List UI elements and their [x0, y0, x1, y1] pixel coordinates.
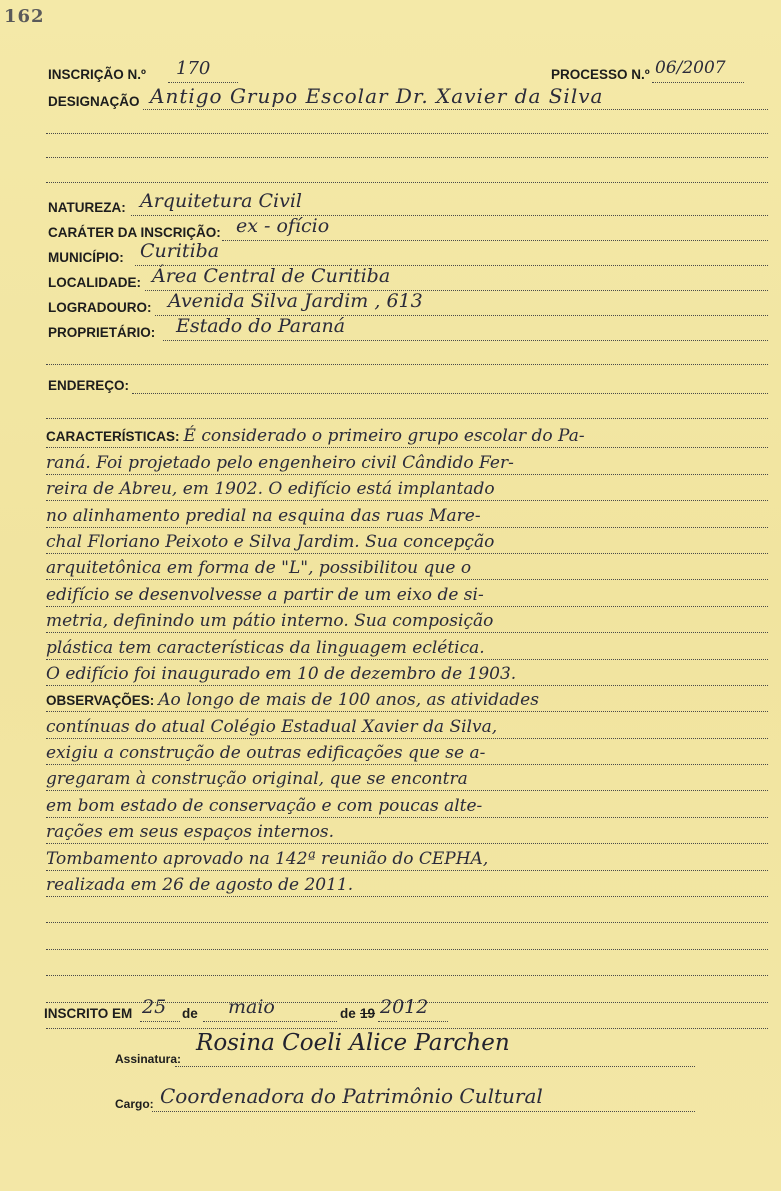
caracteristicas-line: plástica tem características da linguagem eclética. — [46, 637, 485, 658]
assinatura-dotted-line — [175, 1066, 695, 1067]
observacoes-line: realizada em 26 de agosto de 2011. — [46, 875, 354, 896]
page-number: 162 — [4, 6, 45, 27]
observacoes-line: contínuas do atual Colégio Estadual Xavier da Silva, — [46, 716, 498, 737]
inscrito-year: 2012 — [380, 996, 429, 1018]
inscricao-dotted-line — [168, 82, 238, 83]
localidade-value: Área Central de Curitiba — [152, 265, 391, 287]
logradouro-label: LOGRADOURO: — [48, 300, 152, 315]
text-line — [46, 791, 768, 817]
blank-dotted-line — [46, 182, 768, 183]
caracteristicas-label: CARACTERÍSTICAS: — [46, 429, 180, 445]
text-line — [46, 475, 768, 501]
text-line — [46, 528, 768, 554]
caracteristicas-line: no alinhamento predial na esquina das ruas Mare- — [46, 505, 481, 526]
cargo-label: Cargo: — [115, 1097, 154, 1111]
year-dotted-line — [378, 1021, 448, 1022]
natureza-dotted-line — [131, 215, 768, 216]
observacoes-line: Tombamento aprovado na 142ª reunião do CEPHA, — [46, 848, 489, 869]
inscrito-month: maio — [228, 996, 275, 1018]
caracteristicas-line: edifício se desenvolvesse a partir de um eixo de si- — [46, 584, 484, 605]
month-dotted-line — [203, 1021, 337, 1022]
proprietario-label: PROPRIETÁRIO: — [48, 325, 156, 340]
natureza-label: NATUREZA: — [48, 200, 126, 215]
blank-dotted-line — [46, 364, 768, 365]
text-line — [46, 422, 768, 448]
text-line — [46, 686, 768, 712]
blank-dotted-line — [46, 133, 768, 134]
de-label: de — [340, 1006, 356, 1021]
endereco-dotted-line — [132, 393, 768, 394]
inscricao-value: 170 — [176, 58, 211, 79]
blank-line — [46, 897, 768, 923]
text-line — [46, 739, 768, 765]
carater-value: ex - ofício — [236, 215, 330, 237]
text-line — [46, 580, 768, 606]
designacao-dotted-line — [143, 109, 768, 110]
blank-line — [46, 923, 768, 949]
caracteristicas-line: O edifício foi inaugurado em 10 de dezembro de 1903. — [46, 663, 517, 684]
signature: Rosina Coeli Alice Parchen — [196, 1030, 510, 1056]
designacao-value: Antigo Grupo Escolar Dr. Xavier da Silva — [150, 84, 604, 108]
caracteristicas-line: metria, definindo um pátio interno. Sua composição — [46, 611, 494, 632]
text-line — [46, 660, 768, 686]
observacoes-line: gregaram à construção original, que se encontra — [46, 769, 468, 790]
natureza-value: Arquitetura Civil — [140, 190, 302, 212]
year-prefix: 19 — [360, 1006, 376, 1021]
processo-label: PROCESSO N.º — [551, 67, 650, 82]
inscrito-label: INSCRITO EM — [44, 1006, 133, 1021]
endereco-label: ENDEREÇO: — [48, 378, 130, 393]
municipio-value: Curitiba — [140, 240, 220, 262]
observacoes-label: OBSERVAÇÕES: — [46, 693, 155, 709]
caracteristicas-line: arquitetônica em forma de "L", possibilitou que o — [46, 558, 472, 579]
text-line — [46, 554, 768, 580]
logradouro-value: Avenida Silva Jardim , 613 — [168, 290, 423, 312]
inscrito-day: 25 — [142, 996, 167, 1018]
observacoes-line: Ao longo de mais de 100 anos, as atividades — [158, 690, 539, 711]
observacoes-line: exigiu a construção de outras edificações que se a- — [46, 743, 486, 764]
de-label: de — [182, 1006, 198, 1021]
carater-dotted-line — [222, 240, 768, 241]
text-line — [46, 607, 768, 633]
designacao-label: DESIGNAÇÃO — [48, 94, 140, 109]
processo-dotted-line — [652, 82, 744, 83]
observacoes-line: em bom estado de conservação e com poucas alte- — [46, 795, 483, 816]
carater-label: CARÁTER DA INSCRIÇÃO: — [48, 225, 221, 240]
caracteristicas-line: É considerado o primeiro grupo escolar do Pa- — [183, 426, 585, 447]
blank-line — [46, 950, 768, 976]
blank-dotted-line — [46, 157, 768, 158]
caracteristicas-section — [46, 422, 768, 1029]
inscricao-label: INSCRIÇÃO N.º — [48, 67, 146, 82]
text-line — [46, 765, 768, 791]
municipio-label: MUNICÍPIO: — [48, 250, 124, 265]
proprietario-value: Estado do Paraná — [176, 315, 346, 337]
text-line — [46, 844, 768, 870]
blank-dotted-line — [46, 418, 768, 419]
cargo-dotted-line — [152, 1111, 695, 1112]
caracteristicas-line: raná. Foi projetado pelo engenheiro civil Cândido Fer- — [46, 452, 514, 473]
text-line — [46, 633, 768, 659]
day-dotted-line — [140, 1021, 180, 1022]
assinatura-label: Assinatura: — [115, 1052, 182, 1066]
text-line — [46, 501, 768, 527]
caracteristicas-line: reira de Abreu, em 1902. O edifício está implantado — [46, 479, 495, 500]
text-line — [46, 818, 768, 844]
observacoes-line: rações em seus espaços internos. — [46, 822, 335, 843]
text-line — [46, 448, 768, 474]
localidade-label: LOCALIDADE: — [48, 275, 141, 290]
caracteristicas-line: chal Floriano Peixoto e Silva Jardim. Sua concepção — [46, 531, 495, 552]
text-line — [46, 871, 768, 897]
cargo-value: Coordenadora do Patrimônio Cultural — [160, 1084, 543, 1108]
processo-value: 06/2007 — [655, 58, 726, 78]
proprietario-dotted-line — [163, 340, 768, 341]
text-line — [46, 712, 768, 738]
